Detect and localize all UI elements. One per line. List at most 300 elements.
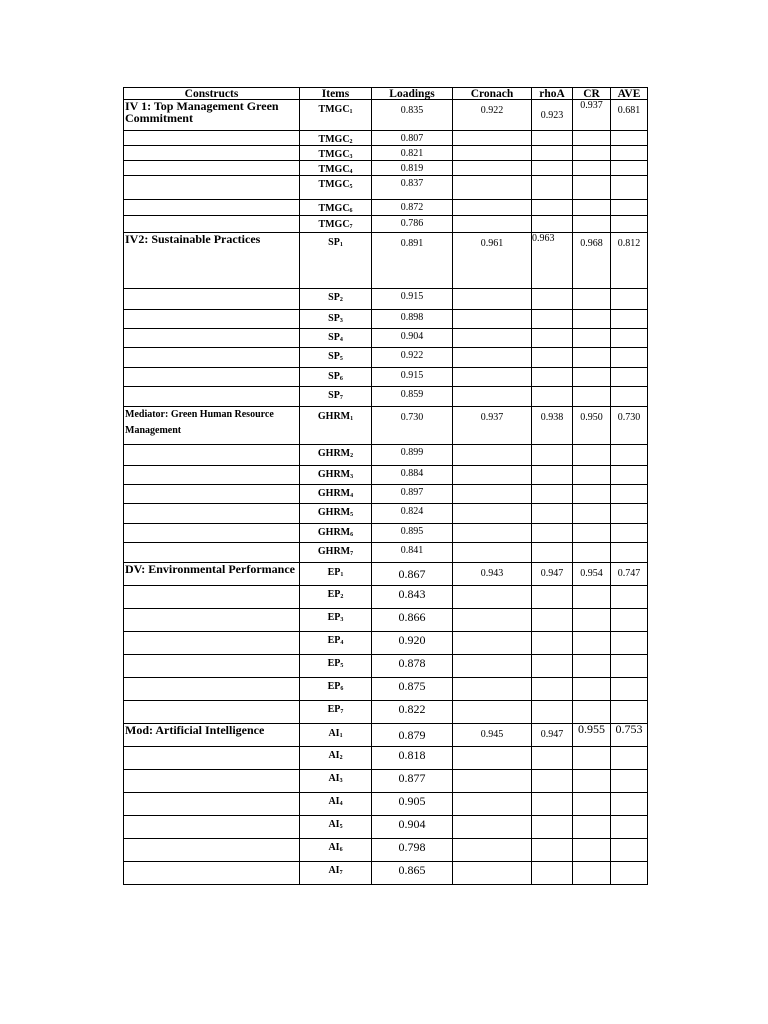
cronbach-value: 0.961 <box>453 233 532 289</box>
cronbach-value: 0.937 <box>453 407 532 445</box>
item-base: EP <box>327 658 341 669</box>
empty-cell <box>611 216 648 233</box>
empty-cell <box>532 200 573 216</box>
ave-value: 0.753 <box>611 724 648 747</box>
loading-value: 0.878 <box>372 655 453 678</box>
ave-value: 0.730 <box>611 407 648 445</box>
item-subscript: 5 <box>339 824 343 830</box>
table-row <box>124 329 648 348</box>
empty-cell <box>611 368 648 387</box>
loading-value: 0.821 <box>372 146 453 161</box>
item-code <box>300 701 372 724</box>
table-row <box>124 543 648 563</box>
item-base: TMGC <box>318 203 350 214</box>
loading-value: 0.904 <box>372 329 453 348</box>
table-row <box>124 310 648 329</box>
item-base: TMGC <box>318 179 350 190</box>
item-code <box>300 747 372 770</box>
table-row <box>124 368 648 387</box>
empty-cell <box>573 524 611 543</box>
empty-cell <box>453 839 532 862</box>
item-base: EP <box>327 681 341 692</box>
cr-value: 0.954 <box>573 563 611 586</box>
loading-value: 0.905 <box>372 793 453 816</box>
construct-empty <box>124 485 300 504</box>
empty-cell <box>611 524 648 543</box>
item-subscript: 7 <box>349 224 353 230</box>
item-subscript: 5 <box>349 184 353 190</box>
empty-cell <box>611 176 648 200</box>
item-code <box>300 770 372 793</box>
item-subscript: 4 <box>339 801 343 807</box>
loading-value: 0.895 <box>372 524 453 543</box>
empty-cell <box>573 543 611 563</box>
item-base: AI <box>328 842 340 853</box>
item-base: AI <box>328 773 340 784</box>
loading-value: 0.897 <box>372 485 453 504</box>
empty-cell <box>573 131 611 146</box>
loading-value: 0.843 <box>372 586 453 609</box>
item-code <box>300 329 372 348</box>
loading-value: 0.904 <box>372 816 453 839</box>
item-base: TMGC <box>318 149 350 160</box>
empty-cell <box>532 131 573 146</box>
construct-empty <box>124 387 300 407</box>
item-code <box>300 839 372 862</box>
item-subscript: 1 <box>350 416 354 422</box>
item-subscript: 4 <box>350 493 354 499</box>
item-code <box>300 563 372 586</box>
loading-value: 0.730 <box>372 407 453 445</box>
table-row <box>124 233 648 289</box>
empty-cell <box>611 747 648 770</box>
loading-value: 0.872 <box>372 200 453 216</box>
construct-empty <box>124 862 300 885</box>
empty-cell <box>573 655 611 678</box>
item-subscript: 1 <box>349 109 353 115</box>
empty-cell <box>453 329 532 348</box>
item-code <box>300 176 372 200</box>
empty-cell <box>532 466 573 485</box>
item-subscript: 3 <box>340 617 344 623</box>
empty-cell <box>453 310 532 329</box>
item-base: SP <box>328 332 340 343</box>
empty-cell <box>611 329 648 348</box>
ave-value: 0.812 <box>611 233 648 289</box>
item-base: EP <box>327 612 341 623</box>
cronbach-value: 0.945 <box>453 724 532 747</box>
item-subscript: 5 <box>350 512 354 518</box>
item-subscript: 6 <box>339 376 343 382</box>
empty-cell <box>532 176 573 200</box>
empty-cell <box>573 793 611 816</box>
empty-cell <box>573 348 611 368</box>
item-code <box>300 368 372 387</box>
empty-cell <box>453 216 532 233</box>
loading-value: 0.798 <box>372 839 453 862</box>
loading-value: 0.891 <box>372 233 453 289</box>
construct-empty <box>124 655 300 678</box>
construct-label: IV 1: Top Management Green Commitment <box>124 100 300 131</box>
loading-value: 0.899 <box>372 445 453 466</box>
construct-empty <box>124 586 300 609</box>
empty-cell <box>532 310 573 329</box>
loading-value: 0.867 <box>372 563 453 586</box>
empty-cell <box>611 289 648 310</box>
item-code <box>300 233 372 289</box>
measurement-model-table <box>123 87 648 885</box>
item-code <box>300 348 372 368</box>
construct-empty <box>124 310 300 329</box>
empty-cell <box>611 485 648 504</box>
item-subscript: 3 <box>339 778 343 784</box>
item-code <box>300 131 372 146</box>
construct-empty <box>124 524 300 543</box>
construct-empty <box>124 793 300 816</box>
table-row <box>124 348 648 368</box>
empty-cell <box>611 701 648 724</box>
empty-cell <box>532 216 573 233</box>
empty-cell <box>453 586 532 609</box>
item-base: EP <box>327 589 341 600</box>
empty-cell <box>453 524 532 543</box>
header-ave: AVE <box>611 88 648 100</box>
header-cr: CR <box>573 88 611 100</box>
empty-cell <box>573 445 611 466</box>
table-row <box>124 839 648 862</box>
loading-value: 0.837 <box>372 176 453 200</box>
empty-cell <box>611 770 648 793</box>
empty-cell <box>611 609 648 632</box>
empty-cell <box>611 816 648 839</box>
empty-cell <box>573 387 611 407</box>
table-row <box>124 609 648 632</box>
loading-value: 0.920 <box>372 632 453 655</box>
item-base: GHRM <box>317 469 351 480</box>
loading-value: 0.865 <box>372 862 453 885</box>
item-code <box>300 146 372 161</box>
item-code <box>300 586 372 609</box>
item-base: EP <box>327 567 341 578</box>
empty-cell <box>532 161 573 176</box>
header-items: Items <box>300 88 372 100</box>
item-subscript: 6 <box>350 532 354 538</box>
empty-cell <box>453 504 532 524</box>
empty-cell <box>453 176 532 200</box>
header-row <box>124 88 648 100</box>
empty-cell <box>573 146 611 161</box>
cronbach-value: 0.922 <box>453 100 532 131</box>
empty-cell <box>573 216 611 233</box>
loading-value: 0.859 <box>372 387 453 407</box>
item-base: TMGC <box>318 134 350 145</box>
loading-value: 0.879 <box>372 724 453 747</box>
empty-cell <box>573 485 611 504</box>
item-base: TMGC <box>318 219 350 230</box>
item-subscript: 7 <box>339 870 343 876</box>
item-code <box>300 655 372 678</box>
item-code <box>300 310 372 329</box>
item-code <box>300 724 372 747</box>
empty-cell <box>453 816 532 839</box>
item-subscript: 5 <box>340 663 344 669</box>
empty-cell <box>573 701 611 724</box>
construct-empty <box>124 816 300 839</box>
empty-cell <box>453 543 532 563</box>
item-subscript: 1 <box>340 572 344 578</box>
item-base: AI <box>328 750 340 761</box>
item-base: EP <box>327 704 341 715</box>
item-code <box>300 200 372 216</box>
item-subscript: 7 <box>350 551 354 557</box>
item-base: SP <box>328 313 340 324</box>
table-row <box>124 793 648 816</box>
rhoa-value: 0.947 <box>532 724 573 747</box>
construct-empty <box>124 348 300 368</box>
item-subscript: 4 <box>339 337 343 343</box>
construct-empty <box>124 216 300 233</box>
table-row <box>124 724 648 747</box>
empty-cell <box>573 839 611 862</box>
construct-empty <box>124 701 300 724</box>
empty-cell <box>453 655 532 678</box>
item-base: AI <box>328 865 340 876</box>
empty-cell <box>573 632 611 655</box>
empty-cell <box>573 200 611 216</box>
cr-value: 0.950 <box>573 407 611 445</box>
item-code <box>300 504 372 524</box>
item-code <box>300 387 372 407</box>
loading-value: 0.818 <box>372 747 453 770</box>
empty-cell <box>573 609 611 632</box>
construct-empty <box>124 289 300 310</box>
item-code <box>300 793 372 816</box>
empty-cell <box>611 387 648 407</box>
item-code <box>300 816 372 839</box>
empty-cell <box>573 586 611 609</box>
construct-label: IV2: Sustainable Practices <box>124 233 300 289</box>
table-row <box>124 485 648 504</box>
table-row <box>124 176 648 200</box>
empty-cell <box>611 862 648 885</box>
cronbach-value: 0.943 <box>453 563 532 586</box>
table-row <box>124 289 648 310</box>
empty-cell <box>611 793 648 816</box>
table-row <box>124 100 648 131</box>
item-subscript: 3 <box>339 318 343 324</box>
empty-cell <box>611 445 648 466</box>
empty-cell <box>532 329 573 348</box>
item-subscript: 4 <box>340 640 344 646</box>
item-base: SP <box>328 237 340 248</box>
empty-cell <box>573 862 611 885</box>
cr-value: 0.937 <box>573 100 611 131</box>
item-code <box>300 632 372 655</box>
item-base: SP <box>328 371 340 382</box>
empty-cell <box>573 747 611 770</box>
loading-value: 0.898 <box>372 310 453 329</box>
empty-cell <box>453 485 532 504</box>
empty-cell <box>453 701 532 724</box>
item-subscript: 2 <box>340 594 344 600</box>
empty-cell <box>573 770 611 793</box>
header-rhoa: rhoA <box>532 88 573 100</box>
rhoa-value: 0.938 <box>532 407 573 445</box>
cr-value: 0.968 <box>573 233 611 289</box>
construct-empty <box>124 466 300 485</box>
empty-cell <box>532 387 573 407</box>
item-base: EP <box>327 635 341 646</box>
empty-cell <box>532 586 573 609</box>
item-subscript: 2 <box>349 139 353 145</box>
empty-cell <box>573 368 611 387</box>
empty-cell <box>611 310 648 329</box>
table-row <box>124 200 648 216</box>
empty-cell <box>611 466 648 485</box>
item-base: SP <box>328 292 340 303</box>
table-row <box>124 563 648 586</box>
header-constructs: Constructs <box>124 88 300 100</box>
table-row <box>124 146 648 161</box>
item-subscript: 3 <box>349 154 353 160</box>
loading-value: 0.841 <box>372 543 453 563</box>
construct-label: DV: Environmental Performance <box>124 563 300 586</box>
item-subscript: 1 <box>339 733 343 739</box>
item-base: TMGC <box>318 164 350 175</box>
item-subscript: 4 <box>349 169 353 175</box>
loading-value: 0.822 <box>372 701 453 724</box>
item-code <box>300 862 372 885</box>
loading-value: 0.884 <box>372 466 453 485</box>
construct-empty <box>124 839 300 862</box>
empty-cell <box>573 329 611 348</box>
table-row <box>124 655 648 678</box>
construct-label: Mediator: Green Human Resource Management <box>124 407 300 445</box>
empty-cell <box>453 200 532 216</box>
empty-cell <box>611 678 648 701</box>
empty-cell <box>611 655 648 678</box>
empty-cell <box>453 466 532 485</box>
empty-cell <box>532 368 573 387</box>
empty-cell <box>532 146 573 161</box>
empty-cell <box>532 609 573 632</box>
item-code <box>300 466 372 485</box>
empty-cell <box>532 862 573 885</box>
item-code <box>300 445 372 466</box>
empty-cell <box>532 632 573 655</box>
table-row <box>124 504 648 524</box>
item-code <box>300 407 372 445</box>
empty-cell <box>453 793 532 816</box>
table-row <box>124 747 648 770</box>
construct-empty <box>124 131 300 146</box>
empty-cell <box>611 131 648 146</box>
item-base: AI <box>328 796 340 807</box>
item-code <box>300 678 372 701</box>
empty-cell <box>453 678 532 701</box>
construct-empty <box>124 632 300 655</box>
construct-label: Mod: Artificial Intelligence <box>124 724 300 747</box>
item-subscript: 5 <box>339 356 343 362</box>
construct-empty <box>124 770 300 793</box>
table-row <box>124 701 648 724</box>
item-code <box>300 543 372 563</box>
cr-value: 0.955 <box>573 724 611 747</box>
empty-cell <box>453 445 532 466</box>
item-base: GHRM <box>317 527 351 538</box>
loading-value: 0.835 <box>372 100 453 131</box>
item-subscript: 6 <box>340 686 344 692</box>
empty-cell <box>573 289 611 310</box>
item-base: AI <box>328 819 340 830</box>
empty-cell <box>532 348 573 368</box>
item-subscript: 7 <box>340 709 344 715</box>
table-row <box>124 862 648 885</box>
header-cronbach: Cronach <box>453 88 532 100</box>
empty-cell <box>611 543 648 563</box>
construct-empty <box>124 146 300 161</box>
table-row <box>124 407 648 445</box>
item-subscript: 6 <box>349 208 353 214</box>
empty-cell <box>532 770 573 793</box>
loading-value: 0.824 <box>372 504 453 524</box>
item-base: SP <box>328 351 340 362</box>
empty-cell <box>453 862 532 885</box>
empty-cell <box>532 524 573 543</box>
construct-empty <box>124 445 300 466</box>
construct-empty <box>124 609 300 632</box>
item-code <box>300 609 372 632</box>
table-row <box>124 524 648 543</box>
item-base: SP <box>328 390 340 401</box>
item-code <box>300 485 372 504</box>
loading-value: 0.807 <box>372 131 453 146</box>
construct-empty <box>124 161 300 176</box>
empty-cell <box>573 310 611 329</box>
construct-empty <box>124 747 300 770</box>
empty-cell <box>532 504 573 524</box>
loading-value: 0.819 <box>372 161 453 176</box>
table-row <box>124 216 648 233</box>
item-code <box>300 216 372 233</box>
table-row <box>124 770 648 793</box>
rhoa-value: 0.963 <box>532 233 573 289</box>
item-base: AI <box>328 728 340 739</box>
ave-value: 0.681 <box>611 100 648 131</box>
construct-empty <box>124 504 300 524</box>
empty-cell <box>611 504 648 524</box>
item-base: GHRM <box>317 507 351 518</box>
item-subscript: 2 <box>350 453 354 459</box>
item-code <box>300 289 372 310</box>
empty-cell <box>573 161 611 176</box>
empty-cell <box>453 348 532 368</box>
table-row <box>124 131 648 146</box>
empty-cell <box>453 632 532 655</box>
loading-value: 0.922 <box>372 348 453 368</box>
empty-cell <box>532 701 573 724</box>
item-code <box>300 100 372 131</box>
empty-cell <box>573 678 611 701</box>
table-row <box>124 632 648 655</box>
empty-cell <box>532 485 573 504</box>
rhoa-value: 0.947 <box>532 563 573 586</box>
empty-cell <box>532 445 573 466</box>
empty-cell <box>453 289 532 310</box>
construct-empty <box>124 368 300 387</box>
empty-cell <box>573 816 611 839</box>
empty-cell <box>611 161 648 176</box>
